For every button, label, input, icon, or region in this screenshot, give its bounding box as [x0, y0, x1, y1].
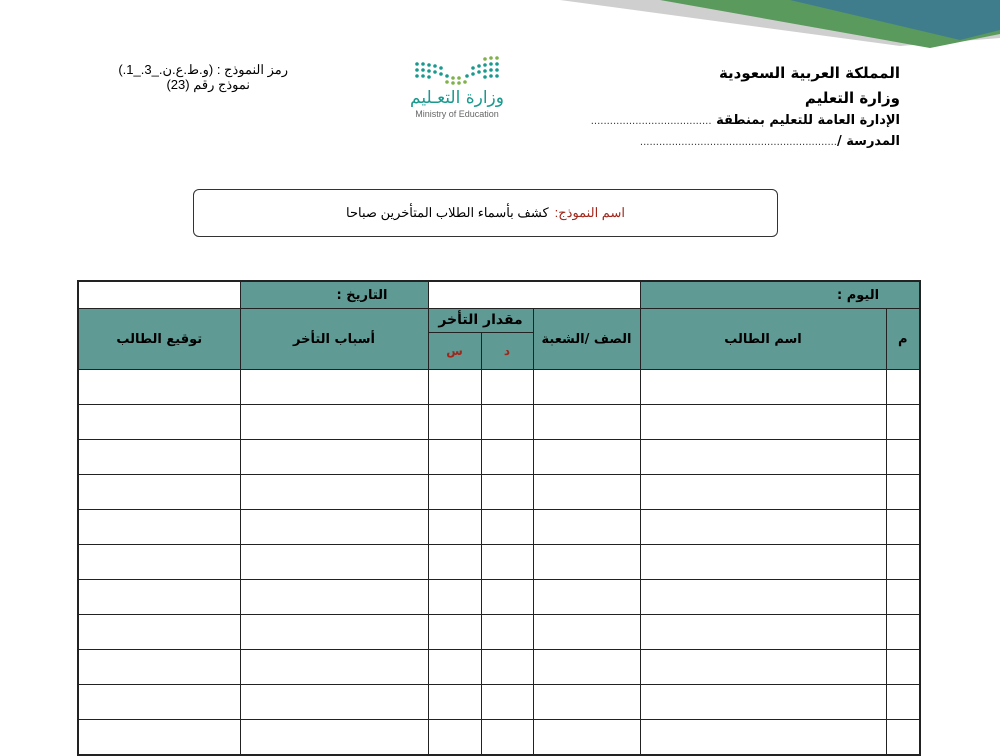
cell-signature[interactable]	[78, 650, 240, 685]
form-number: نموذج رقم (23)	[166, 77, 250, 92]
cell-minutes[interactable]	[481, 650, 533, 685]
cell-student-name[interactable]	[640, 685, 886, 720]
cell-class[interactable]	[533, 650, 640, 685]
cell-signature[interactable]	[78, 510, 240, 545]
cell-student-name[interactable]	[640, 440, 886, 475]
col-index-header: م	[886, 309, 920, 370]
cell-index[interactable]	[886, 405, 920, 440]
cell-reasons[interactable]	[240, 370, 428, 405]
cell-signature[interactable]	[78, 370, 240, 405]
cell-class[interactable]	[533, 545, 640, 580]
date-label: التاريخ :	[240, 281, 428, 309]
table-row	[78, 650, 920, 685]
cell-reasons[interactable]	[240, 475, 428, 510]
cell-signature[interactable]	[78, 475, 240, 510]
cell-index[interactable]	[886, 370, 920, 405]
cell-reasons[interactable]	[240, 615, 428, 650]
cell-signature[interactable]	[78, 440, 240, 475]
table-row	[78, 475, 920, 510]
cell-student-name[interactable]	[640, 615, 886, 650]
cell-reasons[interactable]	[240, 440, 428, 475]
cell-hours[interactable]	[428, 370, 481, 405]
school-label: المدرسة /	[837, 134, 900, 149]
cell-minutes[interactable]	[481, 440, 533, 475]
cell-minutes[interactable]	[481, 580, 533, 615]
cell-reasons[interactable]	[240, 650, 428, 685]
table-row	[78, 510, 920, 545]
cell-signature[interactable]	[78, 545, 240, 580]
cell-student-name[interactable]	[640, 580, 886, 615]
form-code: رمز النموذج : (و.ط.ع.ن._3._1.)	[118, 62, 288, 77]
cell-hours[interactable]	[428, 650, 481, 685]
cell-student-name[interactable]	[640, 475, 886, 510]
school-line	[570, 131, 900, 152]
cell-reasons[interactable]	[240, 685, 428, 720]
table-row	[78, 370, 920, 405]
cell-class[interactable]	[533, 440, 640, 475]
cell-signature[interactable]	[78, 580, 240, 615]
table-row	[78, 720, 920, 756]
cell-reasons[interactable]	[240, 720, 428, 756]
cell-reasons[interactable]	[240, 510, 428, 545]
cell-signature[interactable]	[78, 685, 240, 720]
school-dots: ..............................................................	[639, 137, 837, 148]
cell-class[interactable]	[533, 370, 640, 405]
table-row	[78, 580, 920, 615]
cell-index[interactable]	[886, 440, 920, 475]
cell-index[interactable]	[886, 475, 920, 510]
cell-reasons[interactable]	[240, 545, 428, 580]
cell-reasons[interactable]	[240, 405, 428, 440]
cell-class[interactable]	[533, 580, 640, 615]
table-row	[78, 685, 920, 720]
form-title-value: كشف بأسماء الطلاب المتأخرين صباحا	[346, 205, 549, 220]
cell-class[interactable]	[533, 685, 640, 720]
cell-index[interactable]	[886, 615, 920, 650]
day-date-row	[78, 281, 920, 309]
cell-minutes[interactable]	[481, 370, 533, 405]
directorate-label: الإدارة العامة للتعليم بمنطقة	[716, 113, 900, 128]
table-row	[78, 545, 920, 580]
cell-hours[interactable]	[428, 475, 481, 510]
form-code-block	[60, 62, 300, 92]
table-row	[78, 615, 920, 650]
cell-student-name[interactable]	[640, 370, 886, 405]
form-title-box	[193, 189, 778, 237]
logo-dots-icon	[412, 54, 502, 86]
cell-student-name[interactable]	[640, 510, 886, 545]
cell-index[interactable]	[886, 650, 920, 685]
col-hours-header: س	[428, 332, 481, 369]
cell-student-name[interactable]	[640, 545, 886, 580]
cell-hours[interactable]	[428, 615, 481, 650]
col-class-header: الصف /الشعبة	[533, 309, 640, 370]
col-student-name-header: اسم الطالب	[640, 309, 886, 370]
cell-index[interactable]	[886, 580, 920, 615]
header-org-block	[570, 60, 900, 152]
ministry-logo	[372, 52, 542, 147]
day-field[interactable]	[428, 281, 640, 309]
directorate-line	[570, 110, 900, 131]
cell-minutes[interactable]	[481, 475, 533, 510]
day-label: اليوم :	[640, 281, 920, 309]
cell-hours[interactable]	[428, 720, 481, 756]
cell-index[interactable]	[886, 720, 920, 756]
col-minutes-header: د	[481, 332, 533, 369]
cell-signature[interactable]	[78, 615, 240, 650]
cell-minutes[interactable]	[481, 510, 533, 545]
cell-hours[interactable]	[428, 405, 481, 440]
logo-arabic-text: وزارة التعـليم	[410, 88, 504, 108]
cell-student-name[interactable]	[640, 720, 886, 756]
cell-student-name[interactable]	[640, 405, 886, 440]
ministry-title: وزارة التعليم	[804, 89, 900, 107]
late-students-table-wrapper	[77, 280, 919, 756]
cell-class[interactable]	[533, 475, 640, 510]
cell-minutes[interactable]	[481, 720, 533, 756]
logo-english-text: Ministry of Education	[415, 109, 499, 119]
cell-hours[interactable]	[428, 510, 481, 545]
cell-minutes[interactable]	[481, 405, 533, 440]
form-title-label: اسم النموذج:	[554, 205, 625, 220]
cell-signature[interactable]	[78, 405, 240, 440]
cell-hours[interactable]	[428, 685, 481, 720]
cell-index[interactable]	[886, 685, 920, 720]
col-reasons-header: أسباب التأخر	[240, 309, 428, 370]
cell-index[interactable]	[886, 510, 920, 545]
column-header-row-1	[78, 309, 920, 333]
cell-class[interactable]	[533, 615, 640, 650]
kingdom-title: المملكة العربية السعودية	[718, 64, 900, 82]
cell-hours[interactable]	[428, 580, 481, 615]
cell-class[interactable]	[533, 720, 640, 756]
cell-class[interactable]	[533, 405, 640, 440]
date-field[interactable]	[78, 281, 240, 309]
cell-hours[interactable]	[428, 545, 481, 580]
cell-minutes[interactable]	[481, 545, 533, 580]
cell-reasons[interactable]	[240, 580, 428, 615]
directorate-dots: ......................................	[590, 116, 712, 127]
col-signature-header: توقيع الطالب	[78, 309, 240, 370]
header-ribbon-graphic	[0, 0, 1000, 50]
cell-minutes[interactable]	[481, 685, 533, 720]
table-body	[78, 370, 920, 756]
cell-class[interactable]	[533, 510, 640, 545]
col-delay-amount-header: مقدار التأخر	[428, 309, 533, 333]
cell-hours[interactable]	[428, 440, 481, 475]
late-students-table	[77, 280, 921, 756]
cell-minutes[interactable]	[481, 615, 533, 650]
table-row	[78, 440, 920, 475]
cell-index[interactable]	[886, 545, 920, 580]
cell-signature[interactable]	[78, 720, 240, 756]
table-row	[78, 405, 920, 440]
cell-student-name[interactable]	[640, 650, 886, 685]
